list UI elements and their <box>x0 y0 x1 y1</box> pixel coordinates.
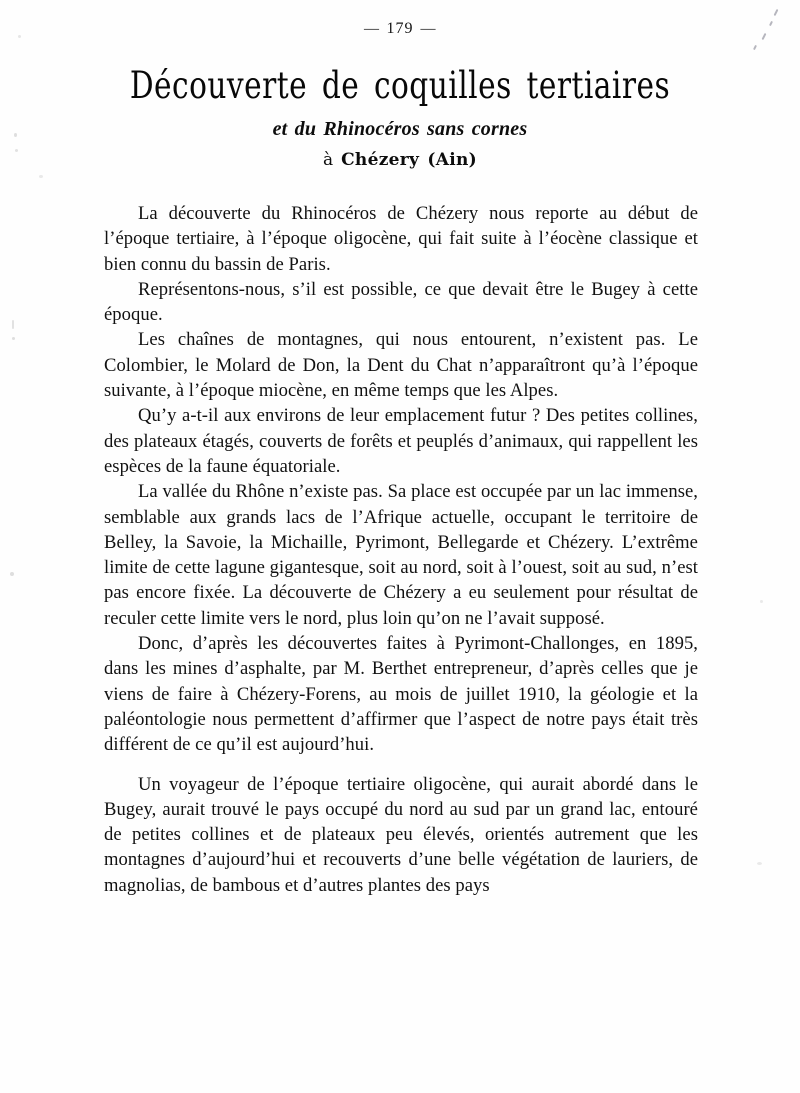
article-location-line <box>50 150 750 170</box>
heading-block <box>50 66 750 170</box>
folio-dash-left: — <box>364 21 380 37</box>
folio-dash-right: — <box>420 21 436 37</box>
scan-speck <box>12 337 15 340</box>
body-paragraph: Donc, d’après les découvertes faites à Pyrimont-Challonges, en 1895, dans les mines d’asphalte, par M. Berthet entrepreneur, d’après celles que je viens de faire à Chézery-Forens, au mois de juillet 1910, la géologie et la paléontologie nous permettent d’affirmer que l’aspect de notre pays était très différent de ce qu’il est aujourd’hui. <box>104 633 698 756</box>
body-paragraph: La découverte du Rhinocéros de Chézery nous reporte au début de l’époque tertiaire, à l’époque oligocène, qui fait suite à l’éocène classique et bien connu du bassin de Paris. <box>104 203 698 275</box>
scan-speck <box>760 600 763 603</box>
body-paragraph: Représentons-nous, s’il est possible, ce que devait être le Bugey à cette époque. <box>104 278 698 326</box>
scan-speck <box>15 149 18 152</box>
body-paragraph: Les chaînes de montagnes, qui nous entourent, n’existent pas. Le Colombier, le Molard de Don, la Dent du Chat n’apparaîtront qu’à l’époque suivante, à l’époque miocène, en même temps que les Alpes. <box>104 329 698 402</box>
article-subtitle: et du Rhinocéros sans cornes <box>272 117 528 140</box>
page-folio <box>0 20 800 38</box>
body-paragraph: Un voyageur de l’époque tertiaire oligocène, qui aurait abordé dans le Bugey, aurait trouvé le pays occupé du nord au sud par un grand lac, entouré de petites collines et de plateaux peu élevés, orientés autrement que les montagnes d’aujourd’hui et recouverts d’une belle végétation de lauriers, de magnolias, de bambous et d’autres plantes des pays <box>104 773 698 896</box>
scan-speck <box>12 320 14 329</box>
body-text-column <box>104 201 698 898</box>
body-paragraph: Qu’y a-t-il aux environs de leur emplacement futur ? Des petites collines, des plateaux étagés, couverts de forêts et peuplés d’animaux, qui rappellent les espèces de la faune équatoriale. <box>104 405 698 477</box>
body-paragraph: La vallée du Rhône n’existe pas. Sa place est occupée par un lac immense, semblable aux grands lacs de l’Afrique actuelle, occupant le territoire de Belley, la Savoie, la Michaille, Pyrimont, Bellegarde et Chézery. L’extrême limite de cette lagune gigantesque, soit au nord, soit à l’ouest, soit au sud, n’est pas encore fixée. La découverte de Chézery a eu seulement pour résultat de reculer cette limite vers le nord, plus loin qu’on ne l’avait supposé. <box>104 481 698 629</box>
page-number: 179 <box>386 20 414 37</box>
scan-speck <box>757 862 762 865</box>
scan-speck <box>39 175 43 178</box>
location-preposition: à <box>322 149 342 170</box>
article-title: Découverte de coquilles tertiaires <box>129 64 671 107</box>
location-name: Chézery (Ain) <box>341 149 478 170</box>
scan-speck <box>14 133 17 137</box>
scan-speck <box>10 572 14 576</box>
